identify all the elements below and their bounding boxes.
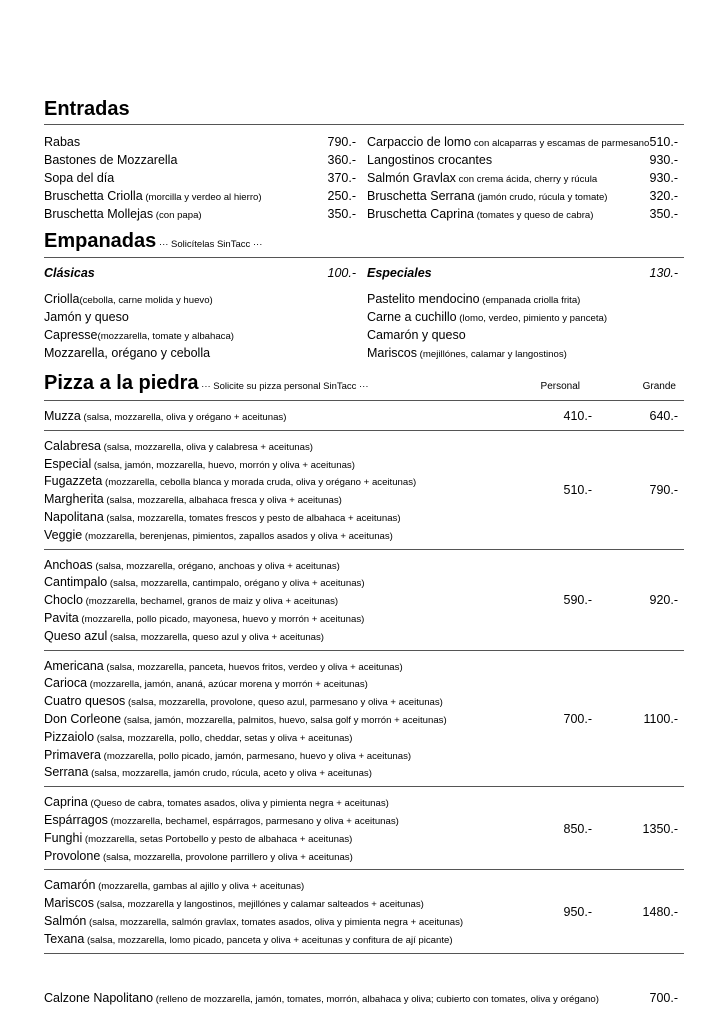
item-price: 640.- (649, 409, 678, 423)
item-name: Provolone (44, 848, 101, 863)
menu-item (44, 991, 599, 1005)
divider (44, 650, 684, 651)
item-name: Funghi (44, 830, 83, 845)
item-name: Carpaccio de lomo (367, 135, 472, 149)
item-desc: (tomates y queso de cabra) (474, 210, 594, 221)
divider (44, 953, 684, 954)
menu-item (44, 831, 352, 845)
menu-item (44, 474, 416, 488)
clasicas-price: 100.- (327, 266, 356, 280)
item-name: Capresse (44, 328, 98, 342)
item-price: 930.- (649, 171, 678, 185)
divider (44, 869, 684, 870)
item-name: Anchoas (44, 557, 93, 572)
item-name: Bruschetta Caprina (367, 207, 475, 221)
item-price: 410.- (563, 409, 592, 423)
item-name: Veggie (44, 527, 83, 542)
item-name: Rabas (44, 135, 81, 149)
item-name: Especial (44, 456, 92, 471)
item-name: Muzza (44, 409, 81, 423)
menu-item (44, 575, 365, 589)
especiales-price: 130.- (649, 266, 678, 280)
item-price: 700.- (649, 991, 678, 1005)
menu-item (44, 593, 338, 607)
item-desc: (mozzarella, jamón, ananá, azúcar morena y morrón + aceitunas) (87, 679, 368, 691)
item-name: Calabresa (44, 438, 101, 453)
especiales-label: Especiales (367, 266, 432, 280)
menu-item (367, 328, 466, 342)
menu-item (44, 676, 368, 690)
item-desc: (mozzarella, bechamel, espárragos, parmesano y oliva + aceitunas) (107, 816, 399, 827)
item-desc: (salsa, mozzarella, lomo picado, panceta y oliva + aceitunas y confitura de ají picante) (84, 934, 453, 946)
item-name: Queso azul (44, 628, 108, 643)
item-price: 850.- (563, 821, 592, 836)
menu-item (44, 730, 352, 744)
item-name: Don Corleone (44, 712, 122, 726)
menu-item (367, 171, 597, 185)
item-price: 350.- (327, 207, 356, 221)
item-desc: (Queso de cabra, tomates asados, oliva y pimienta negra + aceitunas) (87, 798, 389, 810)
divider (44, 257, 684, 258)
item-desc: (salsa, mozzarella, provolone, queso azul, parmesano y oliva + aceitunas) (125, 697, 443, 709)
menu-item (44, 558, 340, 572)
menu-item (44, 712, 447, 726)
item-name: Carne a cuchillo (367, 310, 457, 324)
item-price: 790.- (327, 135, 356, 149)
item-name: Texana (44, 931, 85, 946)
item-desc: (salsa, jamón, mozzarella, huevo, morrón y oliva + aceitunas) (91, 459, 355, 471)
item-price: 1480.- (642, 905, 678, 920)
item-name: Primavera (44, 747, 101, 762)
menu-item (44, 135, 80, 149)
item-desc: (salsa, mozzarella, pollo, cheddar, setas y oliva + aceitunas) (94, 732, 353, 744)
item-price: 930.- (649, 153, 678, 167)
empanadas-subtitle: ··· Solicítelas SinTacc ··· (156, 239, 263, 250)
item-name: Choclo (44, 593, 83, 608)
item-desc: (mozzarella, pollo picado, jamón, parmesano, huevo y oliva + aceitunas) (100, 750, 412, 762)
item-name: Napolitana (44, 510, 104, 524)
menu-item (44, 611, 364, 625)
item-name: Americana (44, 658, 104, 673)
item-price: 510.- (563, 483, 592, 498)
menu-item (44, 292, 213, 306)
menu-item (44, 153, 177, 167)
menu-item (44, 189, 262, 203)
item-price: 250.- (327, 189, 356, 203)
item-name: Camarón y queso (367, 328, 466, 342)
item-desc: (salsa, mozzarella, panceta, huevos fritos, verdeo y oliva + aceitunas) (103, 661, 403, 673)
item-desc: (salsa, mozzarella, salmón gravlax, tomates asados, oliva y pimienta negra + aceitunas) (86, 917, 464, 928)
item-name: Serrana (44, 765, 89, 780)
item-name: Mariscos (44, 896, 95, 911)
item-name: Camarón (44, 878, 96, 893)
item-desc: (cebolla, carne molida y huevo) (79, 295, 213, 306)
item-name: Salmón (44, 914, 87, 928)
item-name: Margherita (44, 492, 104, 507)
divider (44, 786, 684, 787)
menu-item (367, 153, 492, 167)
menu-item (367, 189, 607, 203)
menu-item (44, 629, 324, 643)
item-desc: (mejillónes, calamar y langostinos) (417, 349, 567, 360)
item-price: 370.- (327, 171, 356, 185)
clasicas-label: Clásicas (44, 266, 95, 280)
item-desc: (relleno de mozzarella, jamón, tomates, morrón, albahaca y oliva; cubierto con tomates, oliva y orégano) (153, 994, 599, 1005)
pizza-title: Pizza a la piedra (44, 372, 199, 394)
item-desc: (mozzarella, pollo picado, mayonesa, huevo y morrón + aceitunas) (78, 614, 365, 625)
item-desc: (mozzarella, berenjenas, pimientos, zapallos asados y oliva + aceitunas) (82, 530, 393, 542)
item-name: Langostinos crocantes (367, 153, 493, 167)
item-price: 590.- (563, 593, 592, 608)
item-name: Sopa del día (44, 171, 115, 185)
item-desc: (mozzarella, gambas al ajillo y oliva + aceitunas) (95, 881, 305, 893)
item-price: 320.- (649, 189, 678, 203)
item-name: Bruschetta Criolla (44, 189, 143, 203)
menu-item (44, 439, 313, 453)
menu-item (44, 914, 463, 928)
item-desc: (salsa, mozzarella, orégano, anchoas y oliva + aceitunas) (92, 560, 340, 572)
item-desc: (salsa, mozzarella, jamón crudo, rúcula, aceto y oliva + aceitunas) (88, 768, 372, 780)
item-desc: (salsa, mozzarella, albahaca fresca y oliva + aceitunas) (103, 495, 342, 507)
divider (44, 400, 684, 401)
empanadas-title: Empanadas (44, 230, 157, 252)
item-name: Pastelito mendocino (367, 292, 480, 306)
item-name: Pavita (44, 611, 79, 625)
item-desc: (salsa, jamón, mozzarella, palmitos, huevo, salsa golf y morrón + aceitunas) (121, 715, 447, 726)
item-desc: (mozzarella, bechamel, granos de maiz y oliva + aceitunas) (82, 596, 339, 608)
menu-item (44, 346, 210, 360)
item-price: 510.- (649, 135, 678, 149)
item-name: Jamón y queso (44, 310, 129, 324)
menu-item (367, 346, 567, 360)
item-desc: (empanada criolla frita) (479, 295, 581, 306)
item-desc: (salsa, mozzarella y langostinos, mejillónes y calamar salteados + aceitunas) (94, 899, 424, 911)
menu-item (44, 510, 401, 524)
menu-item (44, 310, 129, 324)
menu-item (44, 878, 304, 892)
item-price: 700.- (563, 712, 592, 726)
item-price: 920.- (649, 593, 678, 608)
item-name: Pizzaiolo (44, 729, 95, 744)
item-desc: con alcaparras y escamas de parmesano (471, 138, 650, 149)
menu-item (44, 409, 286, 423)
item-desc: (jamón crudo, rúcula y tomate) (474, 192, 608, 203)
item-desc: (salsa, mozzarella, cantimpalo, orégano y oliva + aceitunas) (107, 578, 365, 590)
col-personal: Personal (540, 381, 580, 392)
item-name: Calzone Napolitano (44, 991, 154, 1005)
pizza-header (44, 372, 369, 395)
item-desc: (salsa, mozzarella, oliva y calabresa + aceitunas) (100, 441, 313, 453)
entradas-title: Entradas (44, 98, 130, 120)
item-desc: (mozzarella, cebolla blanca y morada cruda, oliva y orégano + aceitunas) (102, 477, 417, 489)
menu-item (44, 896, 424, 910)
menu-item (44, 849, 353, 863)
item-name: Mariscos (367, 346, 418, 360)
divider (44, 549, 684, 550)
item-name: Cuatro quesos (44, 694, 126, 709)
menu-item (44, 659, 403, 673)
empanadas-header (44, 230, 262, 253)
menu-item (367, 292, 580, 306)
item-price: 1100.- (643, 712, 678, 726)
item-desc: (salsa, mozzarella, oliva y orégano + aceitunas) (80, 412, 287, 423)
menu-item (44, 207, 202, 221)
divider (44, 430, 684, 431)
item-price: 790.- (649, 483, 678, 498)
menu-item (44, 748, 411, 762)
item-name: Bastones de Mozzarella (44, 153, 178, 167)
menu-item (44, 328, 234, 342)
divider (44, 124, 684, 125)
item-desc: (morcilla y verdeo al hierro) (142, 192, 262, 203)
item-name: Bruschetta Serrana (367, 189, 475, 203)
menu-item (367, 135, 649, 149)
item-desc: (salsa, mozzarella, tomates frescos y pesto de albahaca + aceitunas) (103, 513, 401, 524)
menu-item (44, 694, 443, 708)
item-name: Fugazzeta (44, 474, 103, 489)
item-name: Mozzarella, orégano y cebolla (44, 346, 211, 360)
item-name: Criolla (44, 292, 80, 306)
menu-item (44, 492, 342, 506)
item-price: 360.- (327, 153, 356, 167)
menu-item (44, 813, 399, 827)
menu-item (44, 171, 114, 185)
item-desc: (lomo, verdeo, pimiento y panceta) (456, 313, 608, 324)
item-price: 1350.- (642, 821, 678, 836)
item-name: Bruschetta Mollejas (44, 207, 154, 221)
item-price: 350.- (649, 207, 678, 221)
item-name: Salmón Gravlax (367, 171, 456, 185)
menu-item (44, 765, 372, 779)
menu-item (367, 207, 593, 221)
menu-item (44, 932, 453, 946)
item-desc: (con papa) (153, 210, 202, 221)
menu-item (44, 795, 389, 809)
item-name: Espárragos (44, 813, 108, 827)
item-desc: con crema ácida, cherry y rúcula (455, 174, 598, 185)
item-price: 950.- (563, 905, 592, 920)
item-name: Cantimpalo (44, 575, 108, 590)
item-name: Carioca (44, 676, 88, 691)
menu-item (44, 528, 393, 542)
col-grande: Grande (642, 381, 676, 392)
item-desc: (salsa, mozzarella, queso azul y oliva + aceitunas) (107, 631, 324, 643)
item-desc: (mozzarella, setas Portobello y pesto de albahaca + aceitunas) (82, 833, 353, 845)
menu-item (44, 457, 355, 471)
item-desc: (salsa, mozzarella, provolone parrillero y oliva + aceitunas) (100, 851, 353, 863)
menu-item (367, 310, 607, 324)
item-name: Caprina (44, 795, 88, 810)
pizza-subtitle: ··· Solicite su pizza personal SinTacc ··· (198, 381, 369, 392)
item-desc: (mozzarella, tomate y albahaca) (97, 331, 235, 342)
